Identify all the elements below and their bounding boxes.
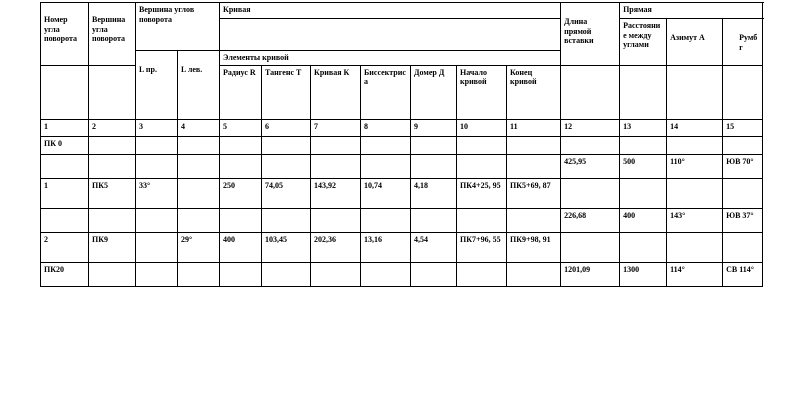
table-cell [561,136,620,154]
col-number: 13 [620,119,667,136]
header-curve-elements: Элементы кривой [220,51,561,66]
table-cell: ПК20 [41,262,89,286]
col-number: 7 [311,119,361,136]
table-cell [411,208,457,232]
header-col-1-empty [41,65,89,119]
table-cell [620,136,667,154]
table-cell [411,262,457,286]
header-azimuth: Азимут А [667,19,723,66]
table-cell: 250 [220,178,262,208]
table-cell: 202,36 [311,232,361,262]
table-cell: ПК9 [89,232,136,262]
col-number: 10 [457,119,507,136]
table-cell: СВ 114° [723,262,763,286]
table-cell [311,208,361,232]
table-cell: 110° [667,154,723,178]
header-curve-empty [220,19,561,51]
header-curve-end: Конец кривой [507,65,561,119]
header-col-12-empty [561,65,620,119]
table-cell [178,136,220,154]
table-cell [507,136,561,154]
table-cell: 33° [136,178,178,208]
table-cell: 1 [41,178,89,208]
col-number: 15 [723,119,763,136]
header-angle-number: Номер угла поворота [41,3,89,66]
header-tangent: Тангенс Т [262,65,311,119]
table-cell: 74,05 [262,178,311,208]
table-cell [262,262,311,286]
table-cell [220,154,262,178]
table-cell: 1201,09 [561,262,620,286]
table-cell [89,208,136,232]
table-cell [136,232,178,262]
table-cell [220,136,262,154]
col-number: 3 [136,119,178,136]
header-rhumb: Румб r [723,19,763,66]
table-cell [561,178,620,208]
header-col-13-empty [620,65,667,119]
table-cell [361,262,411,286]
header-straight: Прямая [620,3,763,19]
table-cell [136,208,178,232]
table-row [41,232,763,262]
table-cell [507,154,561,178]
table-cell: 103,45 [262,232,311,262]
header-insert-length: Длина прямой вставки [561,3,620,66]
table-cell [311,154,361,178]
table-cell: ПК7+96, 55 [457,232,507,262]
table-cell: 226,68 [561,208,620,232]
table-cell: 425,95 [561,154,620,178]
table-cell [262,208,311,232]
table-cell [220,262,262,286]
table-cell [507,208,561,232]
header-vertices: Вершина углов поворота [136,3,220,51]
header-vertex: Вершина угла поворота [89,3,136,66]
table-cell: 2 [41,232,89,262]
header-distance: Расстояние между углами [620,19,667,66]
table-cell [262,136,311,154]
col-number: 9 [411,119,457,136]
header-col-14-empty [667,65,723,119]
table-cell: 500 [620,154,667,178]
table-cell [262,154,311,178]
table-row [41,208,763,232]
table-cell [507,262,561,286]
col-number: 6 [262,119,311,136]
table-cell: 29° [178,232,220,262]
table-cell [411,136,457,154]
header-curve-start: Начало кривой [457,65,507,119]
table-row [41,154,763,178]
table-cell [561,232,620,262]
table-cell [136,154,178,178]
header-l-left: L лев. [178,51,220,120]
table-cell [178,154,220,178]
header-curve-length: Кривая К [311,65,361,119]
table-cell [723,136,763,154]
table-body [41,136,763,286]
table-cell: 114° [667,262,723,286]
col-number: 8 [361,119,411,136]
table-cell [136,136,178,154]
table-cell [136,262,178,286]
header-curve: Кривая [220,3,561,19]
table-cell [457,136,507,154]
table-cell [89,154,136,178]
table-cell [667,232,723,262]
table-cell: ПК4+25, 95 [457,178,507,208]
table-cell: 400 [220,232,262,262]
table-cell [457,154,507,178]
table-cell [723,178,763,208]
table-cell [361,208,411,232]
table-row [41,178,763,208]
table-cell: ПК5+69, 87 [507,178,561,208]
table-cell [667,136,723,154]
table-cell: 143,92 [311,178,361,208]
table-cell [311,262,361,286]
col-number: 5 [220,119,262,136]
table-cell [411,154,457,178]
header-col-2-empty [89,65,136,119]
col-number: 11 [507,119,561,136]
table-cell [361,154,411,178]
table-cell [178,178,220,208]
table-cell: 143° [667,208,723,232]
table-cell [620,178,667,208]
table-cell [361,136,411,154]
header-radius: Радиус R [220,65,262,119]
col-number: 4 [178,119,220,136]
table-cell: 13,16 [361,232,411,262]
col-number: 1 [41,119,89,136]
header-domer: Домер Д [411,65,457,119]
table-row [41,136,763,154]
table-row [41,262,763,286]
col-number: 2 [89,119,136,136]
table-cell [220,208,262,232]
table-cell: ЮВ 37° [723,208,763,232]
table-cell [457,262,507,286]
table-cell: ПК 0 [41,136,89,154]
table-cell: 4,18 [411,178,457,208]
table-cell: 400 [620,208,667,232]
table-cell [457,208,507,232]
header-bisector: Биссектриса [361,65,411,119]
table-cell: 10,74 [361,178,411,208]
table-cell [41,208,89,232]
table-cell [89,136,136,154]
col-number: 12 [561,119,620,136]
table-cell [311,136,361,154]
table-cell [667,178,723,208]
table-cell: ПК5 [89,178,136,208]
table-cell: 4,54 [411,232,457,262]
table-cell [41,154,89,178]
header-col-15-empty [723,65,763,119]
table-cell [620,232,667,262]
table-cell: 1300 [620,262,667,286]
table-cell [178,262,220,286]
header-l-right: L пр. [136,51,178,120]
table-cell [178,208,220,232]
col-number: 14 [667,119,723,136]
table-cell [723,232,763,262]
curve-elements-table [40,2,763,287]
table-cell: ЮВ 70° [723,154,763,178]
table-cell: ПК9+98, 91 [507,232,561,262]
table-cell [89,262,136,286]
